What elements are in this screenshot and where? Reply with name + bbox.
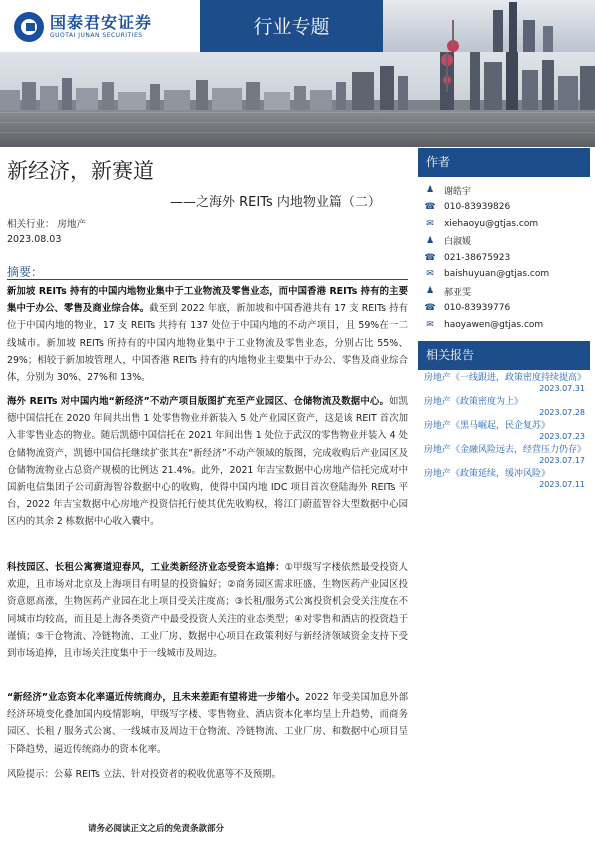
related-reports-list — [418, 370, 590, 490]
related-report-item[interactable] — [418, 394, 590, 418]
related-report-item[interactable] — [418, 442, 590, 466]
related-report-item[interactable] — [418, 466, 590, 490]
authors-heading: 作者 — [418, 148, 590, 177]
phone-icon: ☎ — [424, 252, 436, 263]
abstract-paragraph-3 — [7, 559, 408, 662]
abstract-paragraph-4 — [7, 689, 408, 758]
paragraph-body: 如凯德中国信托在 2020 年间共出售 1 处零售物业并新装入 5 处产业园区资产，这是该 REIT 首次加入非零售业态的物业。随后凯德中国信托在 2021 年间出售 1 处位于武汉的零售物业并装入 4 处仓储物流资产，凯德中国信托继续扩张其在“新经济”不动产领域的版图，完成收购后产业园区及仓储物流物业占总资产规模的比例达 21.4%。此外，2021 年吉宝数据中心房地产信托完成对中国新电信集团子公司蔚海智谷数据中心的收购，使得中国内地 IDC 项目首次登陆海外 REITs 平台，2022 年吉宝数据中心房地产投资信托行使其优先收购权，将江门蔚蓝智谷大型数据中心园区内的其余 2 栋数据中心收入囊中。 — [7, 396, 408, 528]
paragraph-lead: 科技园区、长租公寓赛道迎春风，工业类新经济业态受资本追捧： — [7, 562, 285, 573]
logo-name-cn: 国泰君安证券 — [50, 13, 153, 32]
related-report-title[interactable]: 房地产《政策延续，缓冲风险》 — [424, 469, 551, 480]
logo-name-en: GUOTAI JUNAN SECURITIES — [50, 32, 143, 39]
author-name: ♟ 谢皓宇 — [425, 185, 472, 197]
related-report-item[interactable] — [418, 370, 590, 394]
related-report-date: 2023.07.17 — [539, 456, 585, 466]
related-reports-heading: 相关报告 — [418, 341, 590, 370]
paragraph-body: 2022 年受美国加息外部经济环境变化叠加国内疫情影响，甲级写字楼、零售物业、酒店资本化率均呈上升趋势，而商务园区、长租 / 服务式公寓、一线城市及周边干仓物流、冷链物流、工业厂房、和数据中心项目呈下降趋势，逼近传统商办的资本化率。 — [7, 692, 409, 755]
related-report-date: 2023.07.28 — [539, 408, 585, 418]
person-icon: ♟ — [425, 235, 435, 246]
mail-icon: ✉ — [426, 269, 434, 280]
author-list — [418, 177, 590, 333]
company-logo — [14, 12, 152, 42]
phone-icon: ☎ — [424, 202, 436, 213]
mail-icon: ✉ — [426, 319, 434, 330]
report-title: 新经济，新赛道 — [7, 159, 154, 183]
author-name: ♟ 郝亚雯 — [425, 286, 472, 298]
disclaimer-footer: 请务必阅读正文之后的免责条款部分 — [88, 824, 225, 834]
related-report-date: 2023.07.23 — [539, 432, 585, 442]
risk-warning — [7, 766, 408, 783]
abstract-paragraph-2 — [7, 393, 408, 531]
related-report-title[interactable]: 房地产《金融风险远去，经营压力仍存》 — [424, 445, 587, 456]
header-logo-area — [0, 0, 200, 52]
abstract-divider — [7, 279, 408, 280]
paragraph-body: 截至到 2022 年底，新加坡和中国香港共有 17 支 REITs 持有位于中国内地的物业，17 支 REITs 共持有 137 处位于中国内地的不动产项目，且 59%在一二线城市。新加坡 REITs 所持有的中国内地物业集中于工业物流及零售业态，分别占比 55%、29%；相较于新加坡管理人，中国香港 REITs 持有的内地物业主要集中于办公、零售及商业综合体，分别为 30%、27%和 13%。 — [7, 303, 408, 384]
paragraph-lead: 海外 REITs 对中国内地“新经济”不动产项目版图扩充至产业园区、仓储物流及数据中心。 — [7, 396, 390, 407]
phone-icon: ☎ — [424, 302, 436, 313]
abstract-heading: 摘要： — [7, 265, 44, 279]
skyline-image-top — [383, 0, 595, 52]
related-report-title[interactable]: 房地产《政策密度为上》 — [424, 397, 524, 408]
person-icon: ♟ — [425, 286, 435, 297]
report-type-banner — [200, 0, 383, 52]
abstract-paragraph-1 — [7, 283, 408, 386]
logo-icon — [14, 12, 44, 42]
related-report-item[interactable] — [418, 418, 590, 442]
author-email[interactable]: ✉ haoyawen@gtjas.com — [418, 316, 590, 333]
author-phone: ☎ 021-38675923 — [424, 252, 511, 263]
person-icon: ♟ — [425, 185, 435, 196]
author-phone: ☎ 010-83939776 — [424, 302, 511, 313]
related-report-date: 2023.07.11 — [539, 480, 585, 490]
skyline-image — [0, 52, 595, 147]
sidebar — [418, 148, 590, 490]
report-type-label: 行业专题 — [253, 16, 330, 38]
related-report-date: 2023.07.31 — [539, 384, 585, 394]
author-phone: ☎ 010-83939826 — [424, 202, 511, 213]
paragraph-body: 风险提示：公募 REITs 立法、针对投资者的税收优惠等不及预期。 — [7, 769, 281, 780]
paragraph-lead: 新加坡 REITs 持有的中国内地物业集中于工业物流及零售业态，而中国香港 REITs 持有的主要集中于办公、零售及商业综合体。 — [7, 286, 408, 315]
paragraph-lead: “新经济”业态资本化率逼近传统商办，且未来差距有望将进一步缩小。 — [7, 692, 306, 703]
author-name: ♟ 白淑媛 — [425, 235, 472, 248]
related-industry: 相关行业： 房地产 — [7, 219, 87, 230]
author-email[interactable]: ✉ xiehaoyu@gtjas.com — [418, 216, 590, 233]
related-report-title[interactable]: 房地产《一线跟进，政策密度持续提高》 — [424, 373, 587, 384]
author-email[interactable]: ✉ baishuyuan@gtjas.com — [418, 266, 590, 283]
report-subtitle: ——之海外 REITs 内地物业篇（二） — [170, 195, 381, 210]
mail-icon: ✉ — [426, 218, 434, 229]
report-date: 2023.08.03 — [7, 234, 62, 245]
related-report-title[interactable]: 房地产《黑马崛起，民企复苏》 — [424, 421, 551, 432]
paragraph-body: ①甲级写字楼依然最受投资人欢迎，且市场对北京及上海项目有明显的投资偏好；②商务园区需求旺盛、生物医药产业园区投资意愿高涨，生物医药产业园在北上项目受关注度高；③长租/服务式公寓投资机会受关注度在不同城市均较高，而且是上海各类资产中最受投资人关注的业态类型；④对零售和酒店的投资趋于谨慎；⑤干仓物流、冷链物流、工业厂房、数据中心项目在政策利好与新经济领域资金支持下受到市场追捧，且市场关注度集中于一线城市及周边。 — [7, 562, 408, 660]
